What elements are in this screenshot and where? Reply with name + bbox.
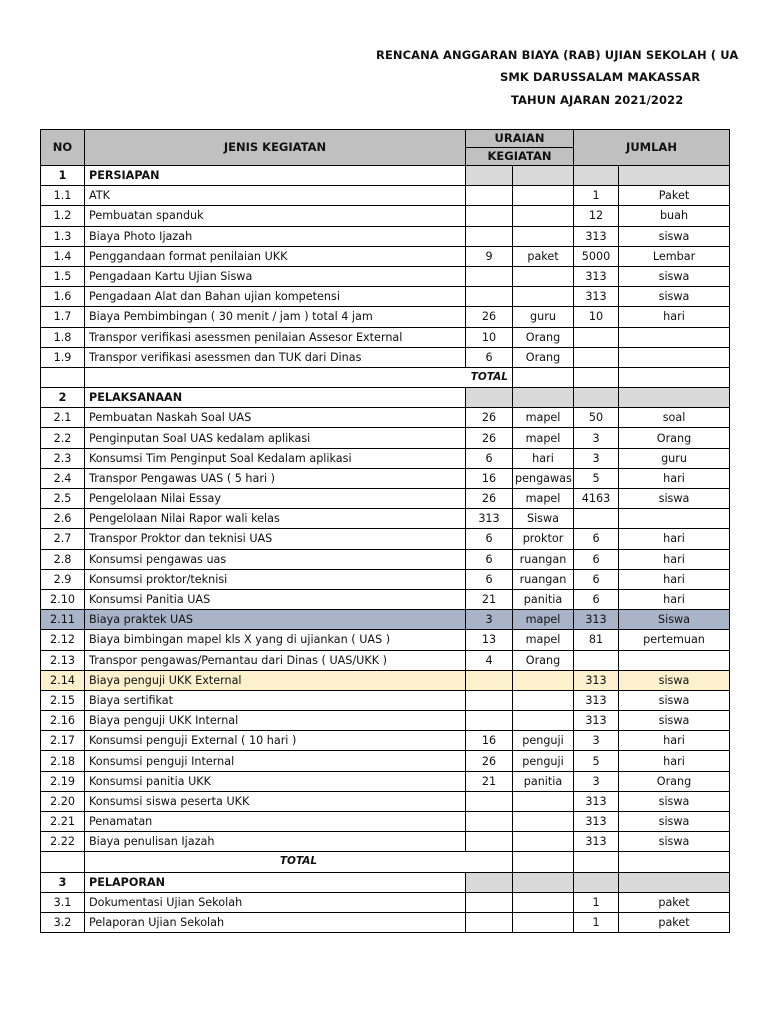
activity-unit: ruangan	[513, 569, 574, 589]
total-quantity	[574, 327, 619, 347]
activity-description: Konsumsi Tim Penginput Soal Kedalam aplikasi	[85, 448, 466, 468]
activity-description: Biaya praktek UAS	[85, 610, 466, 630]
activity-quantity: 4	[466, 650, 513, 670]
activity-unit: Orang	[513, 347, 574, 367]
total-quantity: 10	[574, 307, 619, 327]
activity-quantity: 21	[466, 589, 513, 609]
activity-description: Pembuatan spanduk	[85, 206, 466, 226]
total-quantity	[574, 650, 619, 670]
empty-cell	[619, 166, 730, 186]
col-header-jenis-kegiatan: JENIS KEGIATAN	[85, 130, 466, 166]
activity-quantity	[466, 892, 513, 912]
total-unit: siswa	[619, 812, 730, 832]
activity-quantity	[466, 266, 513, 286]
row-number: 1.5	[41, 266, 85, 286]
activity-description: Konsumsi Panitia UAS	[85, 589, 466, 609]
activity-description: Konsumsi pengawas uas	[85, 549, 466, 569]
activity-quantity: 16	[466, 731, 513, 751]
table-row	[41, 812, 730, 832]
activity-quantity	[466, 711, 513, 731]
empty-cell	[513, 872, 574, 892]
table-row	[41, 630, 730, 650]
total-quantity: 313	[574, 791, 619, 811]
total-unit: paket	[619, 912, 730, 932]
total-unit: siswa	[619, 690, 730, 710]
total-unit: Lembar	[619, 246, 730, 266]
total-quantity: 313	[574, 670, 619, 690]
activity-quantity: 6	[466, 448, 513, 468]
row-number: 2.5	[41, 489, 85, 509]
table-row	[41, 771, 730, 791]
activity-quantity	[466, 791, 513, 811]
row-number: 2.17	[41, 731, 85, 751]
empty-cell	[619, 367, 730, 387]
activity-description: Penggandaan format penilaian UKK	[85, 246, 466, 266]
row-number: 1.1	[41, 186, 85, 206]
activity-description: Pengelolaan Nilai Rapor wali kelas	[85, 509, 466, 529]
total-quantity: 12	[574, 206, 619, 226]
activity-quantity	[466, 812, 513, 832]
activity-quantity	[466, 670, 513, 690]
total-quantity: 50	[574, 408, 619, 428]
activity-quantity: 6	[466, 569, 513, 589]
total-quantity: 1	[574, 912, 619, 932]
activity-unit: mapel	[513, 630, 574, 650]
table-row	[41, 751, 730, 771]
table-row	[41, 347, 730, 367]
activity-unit	[513, 812, 574, 832]
total-unit: siswa	[619, 711, 730, 731]
total-unit: siswa	[619, 287, 730, 307]
total-quantity: 6	[574, 529, 619, 549]
activity-unit	[513, 186, 574, 206]
activity-description: Pengelolaan Nilai Essay	[85, 489, 466, 509]
col-header-uraian: URAIAN	[466, 130, 574, 148]
table-row	[41, 912, 730, 932]
total-quantity	[574, 347, 619, 367]
row-number: 2.8	[41, 549, 85, 569]
empty-cell	[466, 388, 513, 408]
activity-description: Pengadaan Alat dan Bahan ujian kompetensi	[85, 287, 466, 307]
total-quantity: 1	[574, 892, 619, 912]
total-quantity: 5000	[574, 246, 619, 266]
total-quantity: 6	[574, 589, 619, 609]
row-number: 2.7	[41, 529, 85, 549]
total-unit: hari	[619, 529, 730, 549]
activity-unit: Orang	[513, 650, 574, 670]
total-quantity: 313	[574, 690, 619, 710]
activity-unit: mapel	[513, 489, 574, 509]
total-quantity: 3	[574, 428, 619, 448]
empty-cell	[574, 872, 619, 892]
row-number: 2.18	[41, 751, 85, 771]
activity-description: Biaya penulisan Ijazah	[85, 832, 466, 852]
total-row	[41, 367, 730, 387]
activity-description: Pengadaan Kartu Ujian Siswa	[85, 266, 466, 286]
table-row	[41, 892, 730, 912]
activity-quantity: 10	[466, 327, 513, 347]
total-unit	[619, 650, 730, 670]
activity-unit: hari	[513, 448, 574, 468]
total-unit: hari	[619, 589, 730, 609]
activity-unit: proktor	[513, 529, 574, 549]
row-number: 2.6	[41, 509, 85, 529]
total-unit: siswa	[619, 791, 730, 811]
total-unit: siswa	[619, 226, 730, 246]
row-number: 2.11	[41, 610, 85, 630]
table-row	[41, 408, 730, 428]
total-unit: Orang	[619, 428, 730, 448]
empty-cell	[619, 388, 730, 408]
activity-unit: penguji	[513, 751, 574, 771]
activity-description: Biaya sertifikat	[85, 690, 466, 710]
total-unit	[619, 327, 730, 347]
activity-quantity: 3	[466, 610, 513, 630]
col-header-kegiatan: KEGIATAN	[466, 148, 574, 166]
activity-description: Transpor pengawas/Pemantau dari Dinas ( UAS/UKK )	[85, 650, 466, 670]
activity-unit: ruangan	[513, 549, 574, 569]
total-unit: siswa	[619, 832, 730, 852]
table-row	[41, 448, 730, 468]
row-number: 2.22	[41, 832, 85, 852]
activity-unit: panitia	[513, 771, 574, 791]
table-row	[41, 711, 730, 731]
activity-quantity	[466, 832, 513, 852]
row-number: 1.2	[41, 206, 85, 226]
activity-description: Konsumsi penguji External ( 10 hari )	[85, 731, 466, 751]
row-number: 2.16	[41, 711, 85, 731]
activity-unit	[513, 892, 574, 912]
activity-unit	[513, 266, 574, 286]
total-unit: hari	[619, 549, 730, 569]
activity-unit: pengawas	[513, 468, 574, 488]
total-quantity: 313	[574, 226, 619, 246]
row-number: 1.9	[41, 347, 85, 367]
empty-cell	[619, 872, 730, 892]
empty-cell	[619, 852, 730, 872]
row-number: 2.2	[41, 428, 85, 448]
empty-cell	[513, 852, 574, 872]
table-row	[41, 226, 730, 246]
activity-quantity: 26	[466, 307, 513, 327]
empty-cell	[466, 872, 513, 892]
total-unit: hari	[619, 307, 730, 327]
section-number: 1	[41, 166, 85, 186]
table-row	[41, 307, 730, 327]
activity-quantity	[466, 226, 513, 246]
row-number: 1.6	[41, 287, 85, 307]
section-header-row	[41, 166, 730, 186]
activity-description: Biaya penguji UKK Internal	[85, 711, 466, 731]
table-row	[41, 690, 730, 710]
table-row	[41, 569, 730, 589]
total-unit: paket	[619, 892, 730, 912]
total-unit	[619, 509, 730, 529]
row-number: 2.3	[41, 448, 85, 468]
empty-cell	[466, 166, 513, 186]
activity-unit	[513, 832, 574, 852]
total-unit: hari	[619, 468, 730, 488]
activity-quantity	[466, 206, 513, 226]
activity-unit: paket	[513, 246, 574, 266]
table-row	[41, 287, 730, 307]
row-number: 1.3	[41, 226, 85, 246]
activity-quantity	[466, 287, 513, 307]
total-quantity: 3	[574, 448, 619, 468]
activity-unit: mapel	[513, 408, 574, 428]
table-row	[41, 206, 730, 226]
total-unit: hari	[619, 731, 730, 751]
row-number: 1.4	[41, 246, 85, 266]
activity-unit: penguji	[513, 731, 574, 751]
total-quantity: 5	[574, 468, 619, 488]
section-header-row	[41, 872, 730, 892]
col-header-jumlah: JUMLAH	[574, 130, 730, 166]
activity-quantity	[466, 690, 513, 710]
activity-quantity: 26	[466, 489, 513, 509]
activity-quantity: 13	[466, 630, 513, 650]
table-row	[41, 650, 730, 670]
empty-cell	[513, 166, 574, 186]
total-unit	[619, 347, 730, 367]
table-row	[41, 549, 730, 569]
activity-description: Konsumsi penguji Internal	[85, 751, 466, 771]
activity-description: Transpor Pengawas UAS ( 5 hari )	[85, 468, 466, 488]
row-number: 2.4	[41, 468, 85, 488]
activity-description: Dokumentasi Ujian Sekolah	[85, 892, 466, 912]
activity-quantity: 26	[466, 751, 513, 771]
empty-cell	[41, 367, 85, 387]
total-quantity: 313	[574, 266, 619, 286]
total-quantity: 6	[574, 569, 619, 589]
activity-quantity: 26	[466, 408, 513, 428]
activity-unit: mapel	[513, 610, 574, 630]
total-quantity: 6	[574, 549, 619, 569]
table-row	[41, 832, 730, 852]
section-number: 3	[41, 872, 85, 892]
activity-unit: Orang	[513, 327, 574, 347]
activity-quantity: 313	[466, 509, 513, 529]
activity-unit	[513, 287, 574, 307]
activity-description: Transpor Proktor dan teknisi UAS	[85, 529, 466, 549]
row-number: 3.2	[41, 912, 85, 932]
table-row	[41, 791, 730, 811]
row-number: 2.15	[41, 690, 85, 710]
total-quantity: 313	[574, 610, 619, 630]
activity-unit	[513, 226, 574, 246]
empty-cell	[513, 388, 574, 408]
school-name: SMK DARUSSALAM MAKASSAR	[500, 70, 701, 84]
activity-quantity	[466, 186, 513, 206]
budget-table	[40, 129, 730, 933]
row-number: 2.19	[41, 771, 85, 791]
activity-unit: mapel	[513, 428, 574, 448]
activity-quantity: 6	[466, 347, 513, 367]
activity-quantity: 26	[466, 428, 513, 448]
activity-unit	[513, 791, 574, 811]
activity-quantity: 9	[466, 246, 513, 266]
activity-description: Transpor verifikasi asessmen dan TUK dari Dinas	[85, 347, 466, 367]
activity-unit	[513, 690, 574, 710]
total-quantity: 4163	[574, 489, 619, 509]
total-quantity: 3	[574, 731, 619, 751]
activity-description: Penginputan Soal UAS kedalam aplikasi	[85, 428, 466, 448]
empty-cell	[574, 367, 619, 387]
activity-unit	[513, 670, 574, 690]
total-quantity: 313	[574, 711, 619, 731]
table-row	[41, 468, 730, 488]
table-row	[41, 266, 730, 286]
total-row	[41, 852, 730, 872]
row-number: 1.7	[41, 307, 85, 327]
activity-unit	[513, 711, 574, 731]
table-row	[41, 186, 730, 206]
academic-year: TAHUN AJARAN 2021/2022	[511, 93, 684, 107]
document-title: RENCANA ANGGARAN BIAYA (RAB) UJIAN SEKOLAH ( UA	[376, 48, 739, 62]
activity-description: Penamatan	[85, 812, 466, 832]
empty-cell	[574, 166, 619, 186]
section-title: PERSIAPAN	[85, 166, 466, 186]
empty-cell	[513, 367, 574, 387]
section-number: 2	[41, 388, 85, 408]
table-row	[41, 327, 730, 347]
total-unit: Siswa	[619, 610, 730, 630]
total-unit: siswa	[619, 670, 730, 690]
total-unit: hari	[619, 569, 730, 589]
table-body	[41, 166, 730, 933]
activity-quantity	[466, 912, 513, 932]
table-row	[41, 428, 730, 448]
table-row	[41, 489, 730, 509]
activity-quantity: 21	[466, 771, 513, 791]
table-row	[41, 610, 730, 630]
activity-description: Transpor verifikasi asessmen penilaian Assesor External	[85, 327, 466, 347]
activity-description: Pembuatan Naskah Soal UAS	[85, 408, 466, 428]
empty-cell	[574, 852, 619, 872]
total-unit: guru	[619, 448, 730, 468]
total-unit: siswa	[619, 489, 730, 509]
activity-unit: Siswa	[513, 509, 574, 529]
section-title: PELAKSANAAN	[85, 388, 466, 408]
total-label: TOTAL	[85, 367, 513, 387]
table-row	[41, 529, 730, 549]
empty-cell	[574, 388, 619, 408]
row-number: 2.12	[41, 630, 85, 650]
section-title: PELAPORAN	[85, 872, 466, 892]
col-header-no: NO	[41, 130, 85, 166]
total-quantity: 313	[574, 832, 619, 852]
row-number: 1.8	[41, 327, 85, 347]
activity-description: Konsumsi proktor/teknisi	[85, 569, 466, 589]
total-quantity: 313	[574, 287, 619, 307]
activity-description: Biaya penguji UKK External	[85, 670, 466, 690]
row-number: 2.20	[41, 791, 85, 811]
row-number: 2.10	[41, 589, 85, 609]
activity-quantity: 16	[466, 468, 513, 488]
activity-description: Konsumsi siswa peserta UKK	[85, 791, 466, 811]
activity-unit: guru	[513, 307, 574, 327]
activity-unit: panitia	[513, 589, 574, 609]
activity-description: Pelaporan Ujian Sekolah	[85, 912, 466, 932]
total-quantity: 3	[574, 771, 619, 791]
empty-cell	[41, 852, 85, 872]
row-number: 2.1	[41, 408, 85, 428]
total-quantity: 81	[574, 630, 619, 650]
total-quantity: 5	[574, 751, 619, 771]
activity-unit	[513, 912, 574, 932]
table-row	[41, 731, 730, 751]
activity-quantity: 6	[466, 529, 513, 549]
total-quantity	[574, 509, 619, 529]
activity-description: Biaya Pembimbingan ( 30 menit / jam ) total 4 jam	[85, 307, 466, 327]
table-row	[41, 246, 730, 266]
total-unit: Paket	[619, 186, 730, 206]
total-unit: hari	[619, 751, 730, 771]
activity-description: Biaya Photo Ijazah	[85, 226, 466, 246]
total-quantity: 313	[574, 812, 619, 832]
section-header-row	[41, 388, 730, 408]
total-unit: pertemuan	[619, 630, 730, 650]
total-unit: soal	[619, 408, 730, 428]
total-unit: Orang	[619, 771, 730, 791]
total-quantity: 1	[574, 186, 619, 206]
row-number: 2.14	[41, 670, 85, 690]
total-label: TOTAL	[85, 852, 513, 872]
activity-description: Konsumsi panitia UKK	[85, 771, 466, 791]
table-row	[41, 589, 730, 609]
activity-description: ATK	[85, 186, 466, 206]
activity-quantity: 6	[466, 549, 513, 569]
row-number: 3.1	[41, 892, 85, 912]
activity-unit	[513, 206, 574, 226]
row-number: 2.9	[41, 569, 85, 589]
activity-description: Biaya bimbingan mapel kls X yang di ujiankan ( UAS )	[85, 630, 466, 650]
row-number: 2.13	[41, 650, 85, 670]
table-row	[41, 670, 730, 690]
total-unit: siswa	[619, 266, 730, 286]
row-number: 2.21	[41, 812, 85, 832]
table-row	[41, 509, 730, 529]
total-unit: buah	[619, 206, 730, 226]
